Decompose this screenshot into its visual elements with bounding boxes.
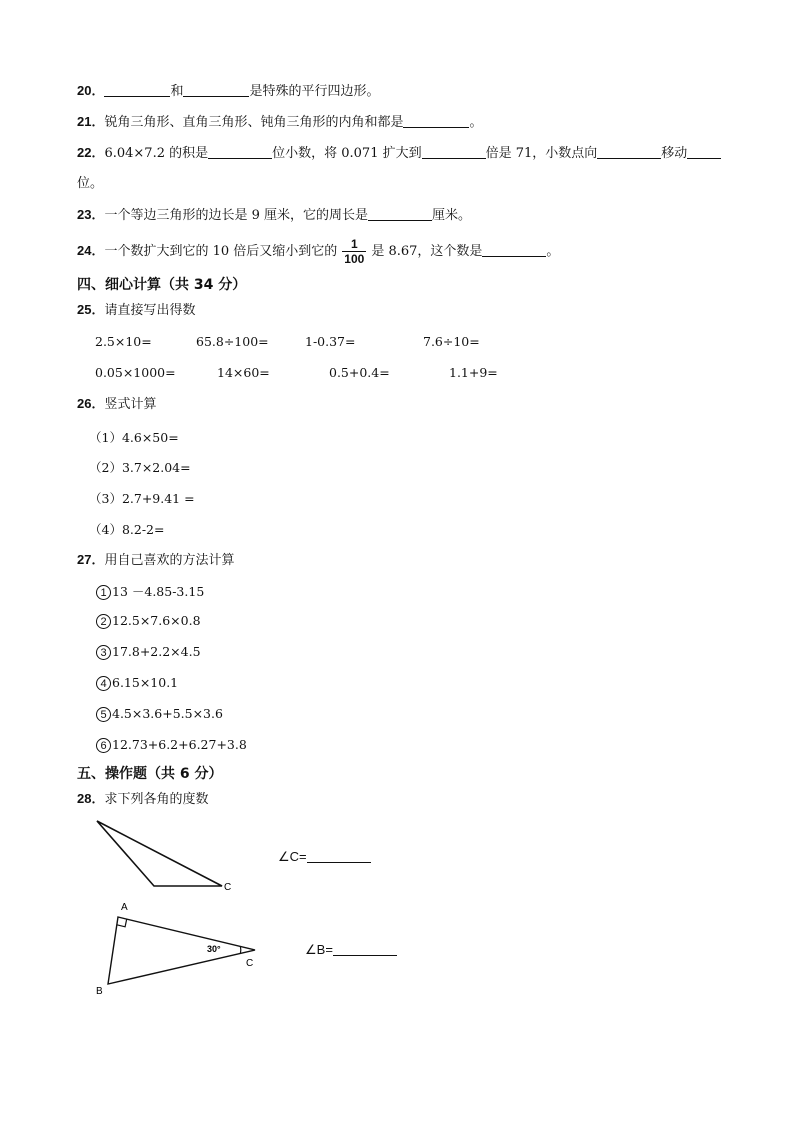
expression: 65.8÷100= — [196, 334, 269, 349]
question-title: 竖式计算 — [104, 397, 157, 412]
calc-item: （1）4.6×50= — [89, 430, 179, 445]
question-20 — [77, 83, 380, 100]
question-text: 。 — [469, 115, 483, 130]
question-21 — [77, 114, 483, 131]
answer-blank[interactable] — [307, 849, 371, 863]
fraction-numerator: 1 — [342, 237, 366, 252]
section-heading-5: 五、操作题（共 6 分） — [77, 766, 223, 782]
calc-item — [96, 582, 204, 600]
question-text: 一个数扩大到它的 10 倍后又缩小到它的 — [104, 244, 338, 259]
question-text: 移动 — [661, 146, 688, 161]
question-number: 25． — [77, 302, 105, 317]
answer-blank[interactable] — [208, 145, 272, 159]
triangle-shape — [108, 917, 255, 984]
expression: 4.5×3.6+5.5×3.6 — [112, 706, 223, 721]
expression: 6.15×10.1 — [112, 675, 179, 690]
circled-number: 2 — [96, 614, 111, 629]
question-26 — [77, 396, 156, 413]
question-24 — [77, 236, 559, 267]
answer-blank[interactable] — [482, 243, 546, 257]
answer-blank[interactable] — [333, 942, 397, 956]
question-title: 用自己喜欢的方法计算 — [104, 553, 235, 568]
question-text: 6.04×7.2 的积是 — [104, 146, 209, 161]
answer-blank[interactable] — [403, 114, 469, 128]
expression: 1.1+9= — [449, 365, 498, 380]
question-number: 21． — [77, 114, 105, 129]
question-22 — [77, 145, 721, 162]
answer-blank[interactable] — [422, 145, 486, 159]
angle-c-answer — [278, 849, 371, 865]
vertex-label-a: A — [121, 902, 128, 913]
angle-label: ∠C= — [278, 849, 307, 864]
question-text: 是 8.67，这个数是 — [371, 244, 483, 259]
circled-number: 4 — [96, 676, 111, 691]
expression: 1-0.37= — [305, 334, 356, 349]
answer-blank[interactable] — [183, 83, 249, 97]
calc-item: （3）2.7+9.41 = — [89, 491, 195, 506]
expression: 12.73+6.2+6.27+3.8 — [112, 737, 247, 752]
question-number: 24． — [77, 243, 105, 258]
answer-blank[interactable] — [687, 145, 721, 159]
calc-item — [96, 675, 178, 691]
question-number: 20． — [77, 83, 105, 98]
question-title: 求下列各角的度数 — [104, 792, 209, 807]
section-heading-4: 四、细心计算（共 34 分） — [77, 277, 247, 293]
question-number: 22． — [77, 145, 105, 160]
question-text: 倍是 71，小数点向 — [485, 146, 598, 161]
angle-value: 30° — [207, 944, 221, 954]
fraction-denominator: 100 — [344, 252, 365, 266]
triangle-figure-2 — [90, 895, 270, 1000]
expression: 0.5+0.4= — [329, 365, 390, 380]
question-text: 是特殊的平行四边形。 — [249, 84, 380, 99]
vertex-label-c: C — [246, 958, 254, 969]
angle-label: ∠B= — [305, 942, 333, 957]
expression: 0.05×1000= — [95, 365, 176, 380]
angle-b-answer — [305, 942, 397, 958]
circled-number: 3 — [96, 645, 111, 660]
calc-item — [96, 737, 247, 753]
question-title: 请直接写出得数 — [104, 303, 196, 318]
calc-item: （4）8.2-2= — [89, 522, 165, 537]
calc-item — [96, 644, 201, 660]
triangle-figure-1 — [90, 815, 250, 895]
circled-number: 1 — [96, 585, 111, 600]
fraction — [342, 237, 366, 266]
question-text: 锐角三角形、直角三角形、钝角三角形的内角和都是 — [104, 115, 404, 130]
question-number: 28． — [77, 791, 105, 806]
expression: 17.8+2.2×4.5 — [112, 644, 201, 659]
answer-blank[interactable] — [368, 207, 432, 221]
triangle-shape — [97, 821, 222, 886]
calc-item: （2）3.7×2.04= — [89, 460, 191, 475]
answer-blank[interactable] — [597, 145, 661, 159]
calc-item — [96, 706, 223, 722]
question-text: 位小数，将 0.071 扩大到 — [272, 146, 422, 161]
question-text: 和 — [170, 84, 184, 99]
question-23 — [77, 207, 471, 224]
question-27 — [77, 552, 234, 569]
question-text: 。 — [546, 244, 560, 259]
circled-number: 5 — [96, 707, 111, 722]
expression: 2.5×10= — [95, 334, 152, 349]
vertex-label-b: B — [96, 986, 103, 997]
question-text: 厘米。 — [432, 208, 472, 223]
expression: 13 －4.85-3.15 — [112, 584, 205, 599]
question-text: 一个等边三角形的边长是 9 厘米，它的周长是 — [104, 208, 369, 223]
question-28 — [77, 791, 208, 808]
answer-blank[interactable] — [104, 83, 170, 97]
vertex-label-c: C — [224, 882, 232, 893]
question-number: 27． — [77, 552, 105, 567]
expression: 12.5×7.6×0.8 — [112, 613, 201, 628]
question-number: 23． — [77, 207, 105, 222]
expression: 14×60= — [217, 365, 270, 380]
calc-item — [96, 613, 201, 629]
question-number: 26． — [77, 396, 105, 411]
question-22-continued: 位。 — [77, 176, 104, 191]
circled-number: 6 — [96, 738, 111, 753]
question-25 — [77, 302, 195, 319]
expression: 7.6÷10= — [423, 334, 480, 349]
